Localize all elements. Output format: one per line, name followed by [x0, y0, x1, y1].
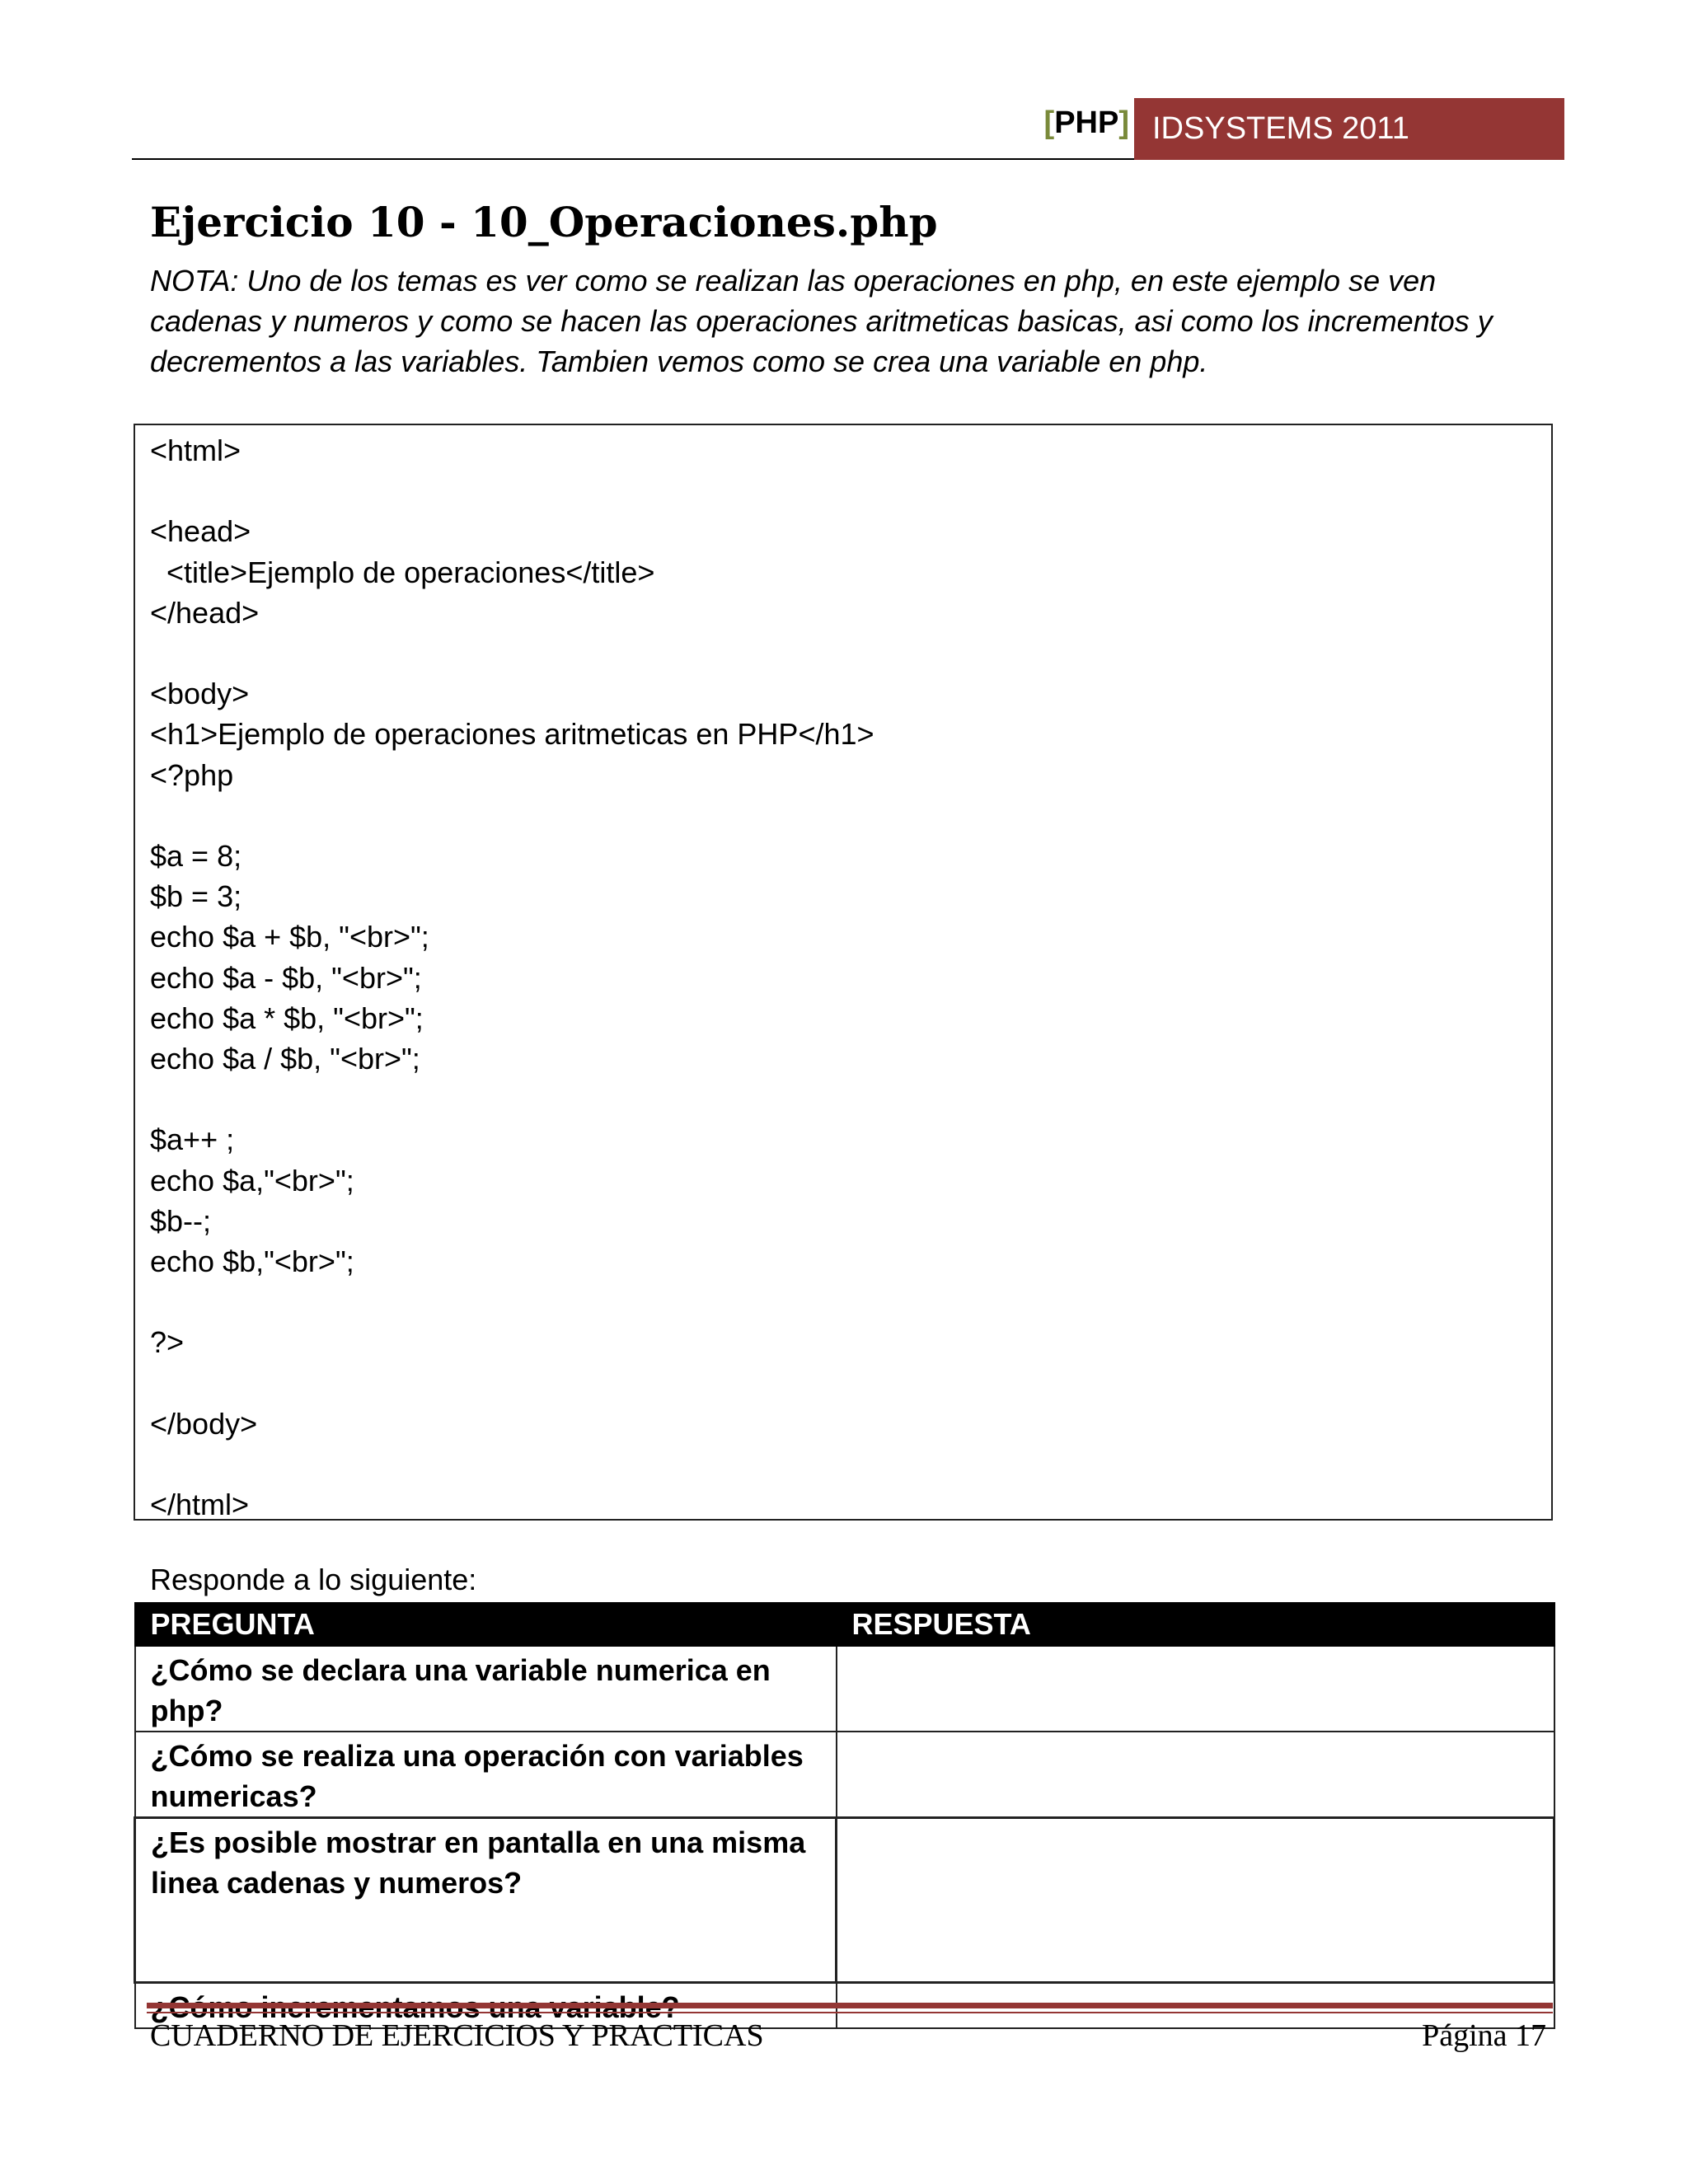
footer-title: CUADERNO DE EJERCICIOS Y PRACTICAS	[150, 2018, 764, 2053]
table-header-row	[135, 1603, 1554, 1646]
question-cell: ¿Es posible mostrar en pantalla en una misma linea cadenas y numeros?	[135, 1818, 837, 1983]
column-header-question: PREGUNTA	[135, 1603, 837, 1646]
header-box	[1134, 98, 1564, 160]
header-bracket-open: [	[1043, 105, 1055, 140]
table-row	[135, 1818, 1554, 1983]
header-box-text: IDSYSTEMS 2011	[1152, 111, 1409, 146]
answer-cell[interactable]	[837, 1818, 1554, 1983]
page-number: Página 17	[1422, 2018, 1546, 2053]
header-tag	[1014, 105, 1129, 141]
footer-rule-thick	[147, 2003, 1553, 2008]
header-bracket-close: ]	[1118, 105, 1129, 140]
table-row	[135, 1732, 1554, 1818]
answer-cell[interactable]	[837, 1646, 1554, 1732]
questions-label: Responde a lo siguiente:	[150, 1563, 477, 1596]
page-title: Ejercicio 10 - 10_Operaciones.php	[150, 198, 938, 246]
question-cell: ¿Cómo se declara una variable numerica en php?	[135, 1646, 837, 1732]
table-row	[135, 1646, 1554, 1732]
question-cell: ¿Cómo se realiza una operación con variables numericas?	[135, 1732, 837, 1818]
column-header-answer: RESPUESTA	[837, 1603, 1554, 1646]
questions-table	[134, 1602, 1555, 2029]
header-tag-text: PHP	[1054, 105, 1119, 140]
note-paragraph: NOTA: Uno de los temas es ver como se realizan las operaciones en php, en este ejemplo se ven cadenas y numeros y como se hacen las operaciones aritmeticas basicas, asi como los incrementos y decrementos a las variables. Tambien vemos como se crea una variable en php.	[150, 264, 1493, 378]
answer-cell[interactable]	[837, 1732, 1554, 1818]
header-rule	[132, 158, 1134, 160]
code-listing: <html> <head> <title>Ejemplo de operaciones</title> </head> <body> <h1>Ejemplo de operaciones aritmeticas en PHP</h1> <?php $a = 8; $b = 3; echo $a + $b, "<br>"; echo $a - $b, "<br>"; echo $a * $b, "<br>"; echo $a / $b, "<br>"; $a++ ; echo $a,"<br>"; $b--; echo $b,"<br>"; ?> </body> </html>	[134, 424, 1553, 1521]
footer-rule-thin	[147, 2012, 1553, 2013]
